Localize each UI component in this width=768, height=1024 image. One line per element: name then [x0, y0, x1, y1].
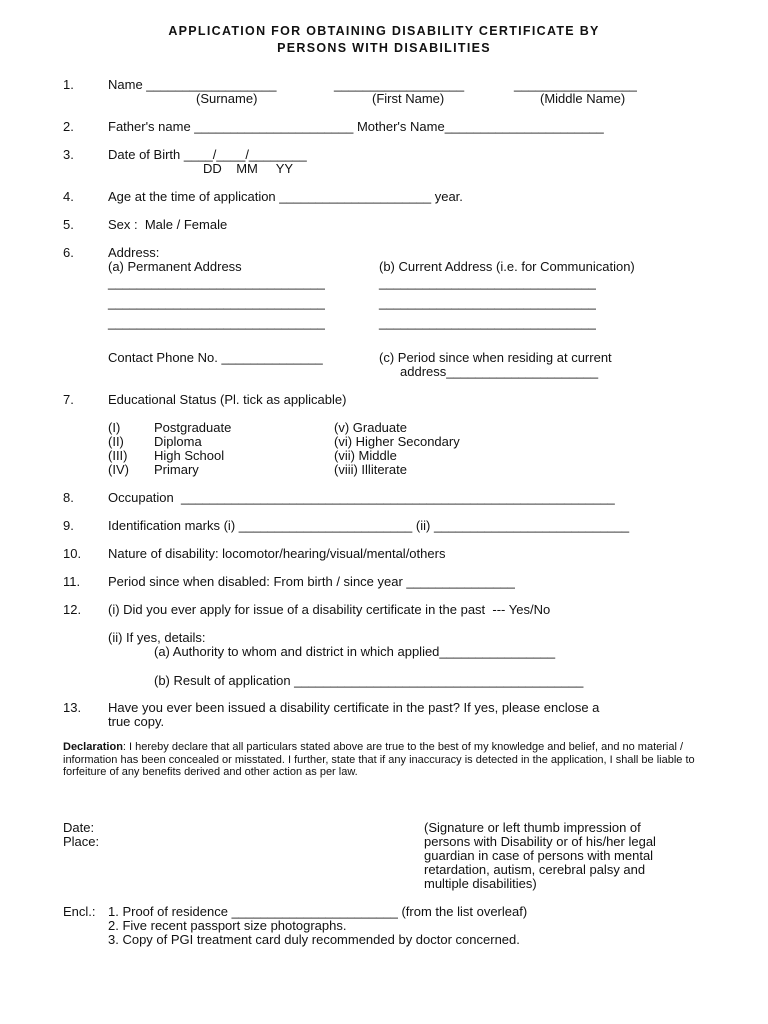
- q2-parents-field: Father's name ______________________ Mother's Name______________________: [108, 119, 604, 134]
- edu-num: (II): [108, 434, 124, 449]
- middle-name-label: (Middle Name): [540, 91, 626, 106]
- edu-num: (III): [108, 448, 128, 463]
- q12-past-application: (i) Did you ever apply for issue of a disability certificate in the past --- Yes/No: [108, 602, 551, 617]
- signature-note: retardation, autism, cerebral palsy and: [424, 862, 646, 877]
- q13-number: 13.: [63, 700, 82, 715]
- permanent-address-line-2: ______________________________: [108, 295, 325, 310]
- q10-number: 10.: [63, 546, 82, 561]
- q11-disabled-period: Period since when disabled: From birth / since year _______________: [108, 574, 515, 589]
- first-name-label: (First Name): [372, 91, 445, 106]
- q9-identification-field: Identification marks (i) ________________________ (ii) ___________________________: [108, 518, 630, 533]
- enclosure-item: 2. Five recent passport size photographs.: [108, 918, 347, 933]
- current-address-line-3: ______________________________: [379, 315, 596, 330]
- declaration-label: Declaration: [63, 741, 123, 753]
- q12-authority-field: (a) Authority to whom and district in which applied________________: [154, 644, 556, 659]
- signature-note: persons with Disability or of his/her legal: [424, 834, 656, 849]
- current-address-label: (b) Current Address (i.e. for Communication): [379, 259, 635, 274]
- signature-note: multiple disabilities): [424, 876, 537, 891]
- residing-period-label: (c) Period since when residing at current: [379, 350, 612, 365]
- enclosure-item: 1. Proof of residence _______________________ (from the list overleaf): [108, 904, 528, 919]
- edu-option: Diploma: [154, 434, 202, 449]
- place-label: Place:: [63, 834, 100, 849]
- edu-option: Primary: [154, 462, 199, 477]
- permanent-address-line-3: ______________________________: [108, 315, 325, 330]
- date-label: Date:: [63, 820, 95, 835]
- edu-option: Postgraduate: [154, 420, 232, 435]
- declaration-text: : I hereby declare that all particulars stated above are true to the best of my knowledge and belief, and no material / information has been concealed or misstated. I further, state that if any inaccuracy is detected in the application, I shall be liable to forfeiture of any benefits derived and other action as per law.: [63, 741, 695, 778]
- q7-number: 7.: [63, 392, 74, 407]
- q1-name-field: Name __________________: [108, 77, 277, 92]
- enclosure-item: 3. Copy of PGI treatment card duly recommended by doctor concerned.: [108, 932, 520, 947]
- contact-phone-field: Contact Phone No. ______________: [108, 350, 323, 365]
- q5-sex-field: Sex : Male / Female: [108, 217, 228, 232]
- current-address-line-2: ______________________________: [379, 295, 596, 310]
- q3-dob-format: DD MM YY: [203, 161, 294, 176]
- permanent-address-label: (a) Permanent Address: [108, 259, 242, 274]
- q8-occupation-field: Occupation ____________________________________________________________: [108, 490, 615, 505]
- current-address-line-1: ______________________________: [379, 275, 596, 290]
- q12-result-field: (b) Result of application ________________________________________: [154, 673, 584, 688]
- edu-num: (IV): [108, 462, 129, 477]
- edu-num: (I): [108, 420, 121, 435]
- q1-middle-name-blank: _________________: [514, 77, 637, 92]
- edu-option: (vi) Higher Secondary: [334, 434, 460, 449]
- q13-line2: true copy.: [108, 714, 165, 729]
- q12-number: 12.: [63, 602, 82, 617]
- signature-note: (Signature or left thumb impression of: [424, 820, 641, 835]
- permanent-address-line-1: ______________________________: [108, 275, 325, 290]
- edu-option: (viii) Illiterate: [334, 462, 407, 477]
- q1-number: 1.: [63, 77, 74, 92]
- q4-number: 4.: [63, 189, 74, 204]
- edu-option: (v) Graduate: [334, 420, 407, 435]
- q10-disability-nature: Nature of disability: locomotor/hearing/visual/mental/others: [108, 546, 446, 561]
- signature-note: guardian in case of persons with mental: [424, 848, 654, 863]
- form-title-line1: APPLICATION FOR OBTAINING DISABILITY CERTIFICATE BY: [168, 24, 600, 38]
- q6-number: 6.: [63, 245, 74, 260]
- declaration: [63, 741, 703, 779]
- q11-number: 11.: [63, 574, 81, 589]
- q1-first-name-blank: __________________: [334, 77, 465, 92]
- q13-line1: Have you ever been issued a disability certificate in the past? If yes, please enclose a: [108, 700, 600, 715]
- edu-option: High School: [154, 448, 225, 463]
- form-title-line2: PERSONS WITH DISABILITIES: [277, 41, 491, 55]
- q12-details-label: (ii) If yes, details:: [108, 630, 206, 645]
- q6-address-label: Address:: [108, 245, 160, 260]
- q5-number: 5.: [63, 217, 74, 232]
- q3-number: 3.: [63, 147, 74, 162]
- q3-dob-field: Date of Birth ____/____/________: [108, 147, 307, 162]
- q2-number: 2.: [63, 119, 74, 134]
- q7-education-label: Educational Status (Pl. tick as applicable): [108, 392, 347, 407]
- surname-label: (Surname): [196, 91, 258, 106]
- residing-period-field: address_____________________: [400, 364, 599, 379]
- q4-age-field: Age at the time of application _____________________ year.: [108, 189, 463, 204]
- enclosures-label: Encl.:: [63, 904, 96, 919]
- edu-option: (vii) Middle: [334, 448, 397, 463]
- q9-number: 9.: [63, 518, 74, 533]
- q8-number: 8.: [63, 490, 74, 505]
